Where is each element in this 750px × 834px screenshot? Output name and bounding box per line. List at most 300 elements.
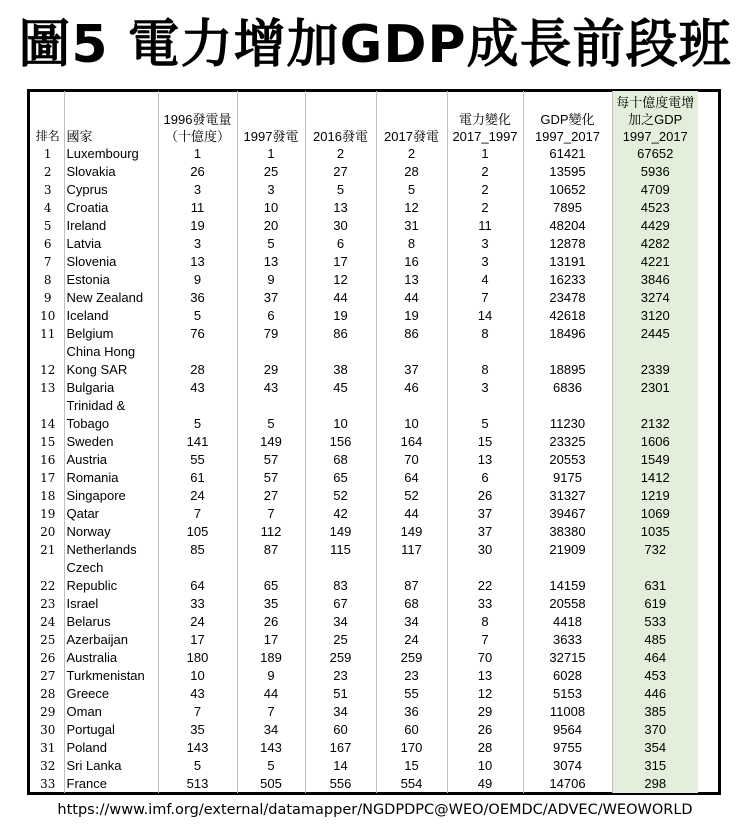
row-country: Czech Republic: [64, 559, 158, 595]
row-power-change: 11: [447, 217, 523, 235]
row-gen-2017: 8: [376, 235, 447, 253]
row-gen-1997: 9: [237, 271, 305, 289]
row-rank: 1: [32, 145, 64, 163]
row-gdp-change: 9175: [523, 469, 612, 487]
table-row: [32, 487, 698, 505]
table-row: [32, 541, 698, 559]
row-gen-1997: 25: [237, 163, 305, 181]
row-gen-1997: 10: [237, 199, 305, 217]
row-gen-2017: 149: [376, 523, 447, 541]
row-gdp-change: 20558: [523, 595, 612, 613]
table-row: [32, 343, 698, 379]
row-gen-2016: 2: [305, 145, 376, 163]
row-power-change: 12: [447, 685, 523, 703]
row-gen-1997: 87: [237, 541, 305, 559]
row-power-change: 28: [447, 739, 523, 757]
row-gen-2017: 5: [376, 181, 447, 199]
row-power-change: 37: [447, 523, 523, 541]
row-gdp-per-10b-kwh: 631: [612, 559, 698, 595]
row-gen-1996: 19: [158, 217, 237, 235]
row-gdp-change: 14159: [523, 559, 612, 595]
row-rank: 14: [32, 397, 64, 433]
row-country: Oman: [64, 703, 158, 721]
table-row: [32, 379, 698, 397]
row-gdp-per-10b-kwh: 1549: [612, 451, 698, 469]
row-country: Australia: [64, 649, 158, 667]
row-rank: 2: [32, 163, 64, 181]
row-country: Sweden: [64, 433, 158, 451]
header-power-change: 電力變化 2017_1997: [447, 91, 523, 145]
row-gdp-change: 38380: [523, 523, 612, 541]
row-gdp-change: 9755: [523, 739, 612, 757]
row-gdp-per-10b-kwh: 5936: [612, 163, 698, 181]
row-gen-1997: 43: [237, 379, 305, 397]
row-gen-2017: 37: [376, 343, 447, 379]
row-gen-1997: 29: [237, 343, 305, 379]
row-rank: 31: [32, 739, 64, 757]
row-gdp-change: 18895: [523, 343, 612, 379]
row-country: China Hong Kong SAR: [64, 343, 158, 379]
row-rank: 6: [32, 235, 64, 253]
row-power-change: 15: [447, 433, 523, 451]
row-country: Croatia: [64, 199, 158, 217]
row-power-change: 14: [447, 307, 523, 325]
table-row: [32, 631, 698, 649]
row-gen-2016: 23: [305, 667, 376, 685]
row-gdp-per-10b-kwh: 298: [612, 775, 698, 793]
row-gen-1997: 65: [237, 559, 305, 595]
row-power-change: 22: [447, 559, 523, 595]
row-gdp-change: 7895: [523, 199, 612, 217]
row-rank: 7: [32, 253, 64, 271]
row-gen-1997: 57: [237, 469, 305, 487]
row-gdp-per-10b-kwh: 533: [612, 613, 698, 631]
table-row: [32, 667, 698, 685]
row-gen-1996: 35: [158, 721, 237, 739]
row-gen-2017: 170: [376, 739, 447, 757]
row-rank: 21: [32, 541, 64, 559]
table-row: [32, 613, 698, 631]
row-gen-1996: 141: [158, 433, 237, 451]
row-gdp-per-10b-kwh: 3274: [612, 289, 698, 307]
row-gdp-change: 6028: [523, 667, 612, 685]
table-row: [32, 289, 698, 307]
row-gen-2017: 10: [376, 397, 447, 433]
row-gen-1997: 17: [237, 631, 305, 649]
row-country: France: [64, 775, 158, 793]
row-power-change: 2: [447, 199, 523, 217]
table-row: [32, 451, 698, 469]
row-gen-1997: 44: [237, 685, 305, 703]
row-gen-1996: 61: [158, 469, 237, 487]
row-gen-1996: 55: [158, 451, 237, 469]
row-power-change: 37: [447, 505, 523, 523]
table-row: [32, 145, 698, 163]
row-gen-1997: 149: [237, 433, 305, 451]
row-power-change: 6: [447, 469, 523, 487]
table-row: [32, 595, 698, 613]
row-gen-1997: 189: [237, 649, 305, 667]
row-power-change: 3: [447, 379, 523, 397]
row-gdp-change: 32715: [523, 649, 612, 667]
table-row: [32, 235, 698, 253]
row-gen-1996: 1: [158, 145, 237, 163]
row-gen-2016: 52: [305, 487, 376, 505]
row-gdp-per-10b-kwh: 385: [612, 703, 698, 721]
row-gen-2016: 34: [305, 613, 376, 631]
row-gdp-per-10b-kwh: 3846: [612, 271, 698, 289]
row-gen-2016: 10: [305, 397, 376, 433]
row-gen-1996: 43: [158, 379, 237, 397]
row-country: Turkmenistan: [64, 667, 158, 685]
row-rank: 5: [32, 217, 64, 235]
table-row: [32, 163, 698, 181]
row-gdp-per-10b-kwh: 2339: [612, 343, 698, 379]
row-country: Norway: [64, 523, 158, 541]
row-gdp-per-10b-kwh: 1069: [612, 505, 698, 523]
row-rank: 15: [32, 433, 64, 451]
row-gen-2017: 12: [376, 199, 447, 217]
row-country: Belgium: [64, 325, 158, 343]
row-gen-1997: 26: [237, 613, 305, 631]
row-rank: 28: [32, 685, 64, 703]
header-gen-1997: 1997發電: [237, 91, 305, 145]
row-gen-2017: 44: [376, 505, 447, 523]
row-power-change: 26: [447, 721, 523, 739]
row-gen-1997: 37: [237, 289, 305, 307]
row-rank: 12: [32, 343, 64, 379]
row-gen-2017: 87: [376, 559, 447, 595]
row-gen-1996: 5: [158, 757, 237, 775]
row-country: Cyprus: [64, 181, 158, 199]
row-gen-2016: 19: [305, 307, 376, 325]
row-gen-2016: 38: [305, 343, 376, 379]
row-gdp-per-10b-kwh: 464: [612, 649, 698, 667]
row-gen-1996: 26: [158, 163, 237, 181]
row-power-change: 10: [447, 757, 523, 775]
table-row: [32, 397, 698, 433]
row-gdp-per-10b-kwh: 453: [612, 667, 698, 685]
row-gdp-change: 42618: [523, 307, 612, 325]
row-gen-2017: 34: [376, 613, 447, 631]
row-gdp-per-10b-kwh: 446: [612, 685, 698, 703]
row-gdp-per-10b-kwh: 354: [612, 739, 698, 757]
row-gen-1996: 3: [158, 181, 237, 199]
row-gen-1997: 27: [237, 487, 305, 505]
row-gen-2016: 44: [305, 289, 376, 307]
row-gdp-change: 13191: [523, 253, 612, 271]
row-gen-1997: 7: [237, 505, 305, 523]
table-row: [32, 181, 698, 199]
row-country: Singapore: [64, 487, 158, 505]
row-gen-2016: 86: [305, 325, 376, 343]
header-gdp-change: GDP變化 1997_2017: [523, 91, 612, 145]
row-gen-2017: 2: [376, 145, 447, 163]
row-rank: 10: [32, 307, 64, 325]
table-row: [32, 685, 698, 703]
row-gen-2016: 6: [305, 235, 376, 253]
row-country: New Zealand: [64, 289, 158, 307]
row-country: Netherlands: [64, 541, 158, 559]
table-row: [32, 325, 698, 343]
row-gen-1996: 105: [158, 523, 237, 541]
row-country: Azerbaijan: [64, 631, 158, 649]
table-row: [32, 523, 698, 541]
row-power-change: 2: [447, 181, 523, 199]
row-country: Belarus: [64, 613, 158, 631]
row-gdp-per-10b-kwh: 370: [612, 721, 698, 739]
row-country: Trinidad & Tobago: [64, 397, 158, 433]
row-rank: 23: [32, 595, 64, 613]
row-gdp-change: 11230: [523, 397, 612, 433]
row-gdp-per-10b-kwh: 1412: [612, 469, 698, 487]
row-gdp-per-10b-kwh: 485: [612, 631, 698, 649]
row-gen-1996: 36: [158, 289, 237, 307]
row-rank: 16: [32, 451, 64, 469]
row-gen-2017: 23: [376, 667, 447, 685]
row-country: Poland: [64, 739, 158, 757]
row-country: Luxembourg: [64, 145, 158, 163]
row-gen-1996: 64: [158, 559, 237, 595]
table-row: [32, 757, 698, 775]
row-gdp-change: 21909: [523, 541, 612, 559]
row-rank: 27: [32, 667, 64, 685]
row-gen-2016: 34: [305, 703, 376, 721]
row-power-change: 8: [447, 613, 523, 631]
row-power-change: 8: [447, 325, 523, 343]
row-gen-2017: 15: [376, 757, 447, 775]
row-gen-1996: 24: [158, 613, 237, 631]
row-gen-1997: 143: [237, 739, 305, 757]
row-power-change: 7: [447, 631, 523, 649]
row-rank: 32: [32, 757, 64, 775]
row-gen-2016: 149: [305, 523, 376, 541]
table-row: [32, 271, 698, 289]
row-gdp-per-10b-kwh: 315: [612, 757, 698, 775]
row-gen-2016: 167: [305, 739, 376, 757]
table-row: [32, 721, 698, 739]
row-rank: 22: [32, 559, 64, 595]
row-gdp-change: 61421: [523, 145, 612, 163]
row-gdp-per-10b-kwh: 1035: [612, 523, 698, 541]
row-gen-1997: 79: [237, 325, 305, 343]
header-gdp-per-10b-kwh: 每十億度電增 加之GDP 1997_2017: [612, 91, 698, 145]
row-gdp-change: 10652: [523, 181, 612, 199]
row-gdp-per-10b-kwh: 619: [612, 595, 698, 613]
row-power-change: 8: [447, 343, 523, 379]
row-gdp-change: 48204: [523, 217, 612, 235]
row-gen-2017: 117: [376, 541, 447, 559]
row-gdp-per-10b-kwh: 4282: [612, 235, 698, 253]
row-gdp-change: 12878: [523, 235, 612, 253]
row-power-change: 29: [447, 703, 523, 721]
row-gen-1996: 28: [158, 343, 237, 379]
row-gen-2017: 36: [376, 703, 447, 721]
row-gen-2017: 19: [376, 307, 447, 325]
row-gen-2017: 16: [376, 253, 447, 271]
row-gen-1997: 5: [237, 757, 305, 775]
row-gen-2016: 13: [305, 199, 376, 217]
row-gen-1997: 6: [237, 307, 305, 325]
row-gen-1997: 505: [237, 775, 305, 793]
row-country: Bulgaria: [64, 379, 158, 397]
row-gen-2016: 45: [305, 379, 376, 397]
row-gen-2016: 67: [305, 595, 376, 613]
row-gdp-change: 11008: [523, 703, 612, 721]
row-gen-2017: 52: [376, 487, 447, 505]
row-gdp-change: 23325: [523, 433, 612, 451]
row-gdp-change: 5153: [523, 685, 612, 703]
row-country: Greece: [64, 685, 158, 703]
row-gen-2017: 64: [376, 469, 447, 487]
row-gen-1997: 35: [237, 595, 305, 613]
row-gdp-per-10b-kwh: 1606: [612, 433, 698, 451]
row-gdp-change: 23478: [523, 289, 612, 307]
row-country: Israel: [64, 595, 158, 613]
table-row: [32, 559, 698, 595]
row-gdp-per-10b-kwh: 1219: [612, 487, 698, 505]
row-rank: 18: [32, 487, 64, 505]
row-gdp-change: 20553: [523, 451, 612, 469]
row-country: Slovenia: [64, 253, 158, 271]
row-gen-2017: 259: [376, 649, 447, 667]
row-gen-2017: 68: [376, 595, 447, 613]
row-gdp-per-10b-kwh: 2445: [612, 325, 698, 343]
row-gen-2016: 30: [305, 217, 376, 235]
row-gen-2016: 12: [305, 271, 376, 289]
header-rank: 排名: [32, 91, 64, 145]
table-row: [32, 703, 698, 721]
row-gdp-change: 4418: [523, 613, 612, 631]
row-gen-2016: 5: [305, 181, 376, 199]
table-row: [32, 433, 698, 451]
row-gdp-per-10b-kwh: 4709: [612, 181, 698, 199]
row-gen-2016: 68: [305, 451, 376, 469]
row-rank: 26: [32, 649, 64, 667]
row-gen-2016: 51: [305, 685, 376, 703]
row-gen-1997: 5: [237, 235, 305, 253]
row-gdp-change: 14706: [523, 775, 612, 793]
row-gen-1997: 57: [237, 451, 305, 469]
row-gen-2017: 13: [376, 271, 447, 289]
row-gen-1996: 76: [158, 325, 237, 343]
row-gen-1996: 33: [158, 595, 237, 613]
row-gdp-per-10b-kwh: 67652: [612, 145, 698, 163]
table-row: [32, 307, 698, 325]
row-gdp-change: 6836: [523, 379, 612, 397]
row-country: Ireland: [64, 217, 158, 235]
row-gen-2017: 31: [376, 217, 447, 235]
row-country: Estonia: [64, 271, 158, 289]
row-gen-1997: 5: [237, 397, 305, 433]
row-gen-2016: 156: [305, 433, 376, 451]
row-gen-2017: 28: [376, 163, 447, 181]
row-gdp-change: 9564: [523, 721, 612, 739]
row-power-change: 5: [447, 397, 523, 433]
row-gen-2017: 55: [376, 685, 447, 703]
row-rank: 9: [32, 289, 64, 307]
table-row: [32, 649, 698, 667]
row-gen-1996: 180: [158, 649, 237, 667]
row-gen-2016: 27: [305, 163, 376, 181]
row-power-change: 33: [447, 595, 523, 613]
row-gdp-change: 39467: [523, 505, 612, 523]
row-gen-2016: 556: [305, 775, 376, 793]
row-rank: 19: [32, 505, 64, 523]
source-url: https://www.imf.org/external/datamapper/NGDPDPC@WEO/OEMDC/ADVEC/WEOWORLD: [57, 802, 693, 818]
row-gen-2016: 14: [305, 757, 376, 775]
row-gen-1996: 13: [158, 253, 237, 271]
row-gen-1996: 513: [158, 775, 237, 793]
row-gen-2017: 164: [376, 433, 447, 451]
row-rank: 4: [32, 199, 64, 217]
row-rank: 25: [32, 631, 64, 649]
row-gdp-per-10b-kwh: 4429: [612, 217, 698, 235]
row-rank: 13: [32, 379, 64, 397]
row-power-change: 30: [447, 541, 523, 559]
table-row: [32, 217, 698, 235]
row-gdp-per-10b-kwh: 2132: [612, 397, 698, 433]
row-country: Portugal: [64, 721, 158, 739]
table-row: [32, 775, 698, 793]
row-gdp-per-10b-kwh: 732: [612, 541, 698, 559]
page-title: 圖5 電力增加GDP成長前段班: [18, 15, 732, 75]
row-gdp-change: 31327: [523, 487, 612, 505]
row-gen-1997: 20: [237, 217, 305, 235]
row-gen-1996: 9: [158, 271, 237, 289]
row-rank: 17: [32, 469, 64, 487]
row-gdp-change: 13595: [523, 163, 612, 181]
row-gen-1997: 112: [237, 523, 305, 541]
row-gen-1996: 24: [158, 487, 237, 505]
row-gen-1996: 7: [158, 703, 237, 721]
row-power-change: 3: [447, 253, 523, 271]
row-gen-1996: 5: [158, 307, 237, 325]
row-gen-1996: 5: [158, 397, 237, 433]
data-table: [32, 91, 698, 793]
row-country: Iceland: [64, 307, 158, 325]
row-gdp-per-10b-kwh: 4221: [612, 253, 698, 271]
row-country: Latvia: [64, 235, 158, 253]
row-gen-2017: 46: [376, 379, 447, 397]
table-row: [32, 739, 698, 757]
row-rank: 8: [32, 271, 64, 289]
row-gen-2017: 60: [376, 721, 447, 739]
row-gen-1997: 9: [237, 667, 305, 685]
row-power-change: 70: [447, 649, 523, 667]
table-row: [32, 199, 698, 217]
row-gen-2016: 60: [305, 721, 376, 739]
row-gdp-change: 3074: [523, 757, 612, 775]
row-rank: 30: [32, 721, 64, 739]
row-gen-1997: 13: [237, 253, 305, 271]
row-power-change: 13: [447, 667, 523, 685]
row-gen-1996: 11: [158, 199, 237, 217]
row-gdp-change: 18496: [523, 325, 612, 343]
header-gen-1996: 1996發電量 （十億度）: [158, 91, 237, 145]
row-gen-1997: 1: [237, 145, 305, 163]
row-country: Austria: [64, 451, 158, 469]
row-gen-1996: 85: [158, 541, 237, 559]
row-power-change: 26: [447, 487, 523, 505]
row-rank: 3: [32, 181, 64, 199]
row-country: Romania: [64, 469, 158, 487]
row-gen-2016: 42: [305, 505, 376, 523]
row-gen-1996: 10: [158, 667, 237, 685]
row-power-change: 1: [447, 145, 523, 163]
row-gen-1996: 3: [158, 235, 237, 253]
row-gdp-per-10b-kwh: 2301: [612, 379, 698, 397]
